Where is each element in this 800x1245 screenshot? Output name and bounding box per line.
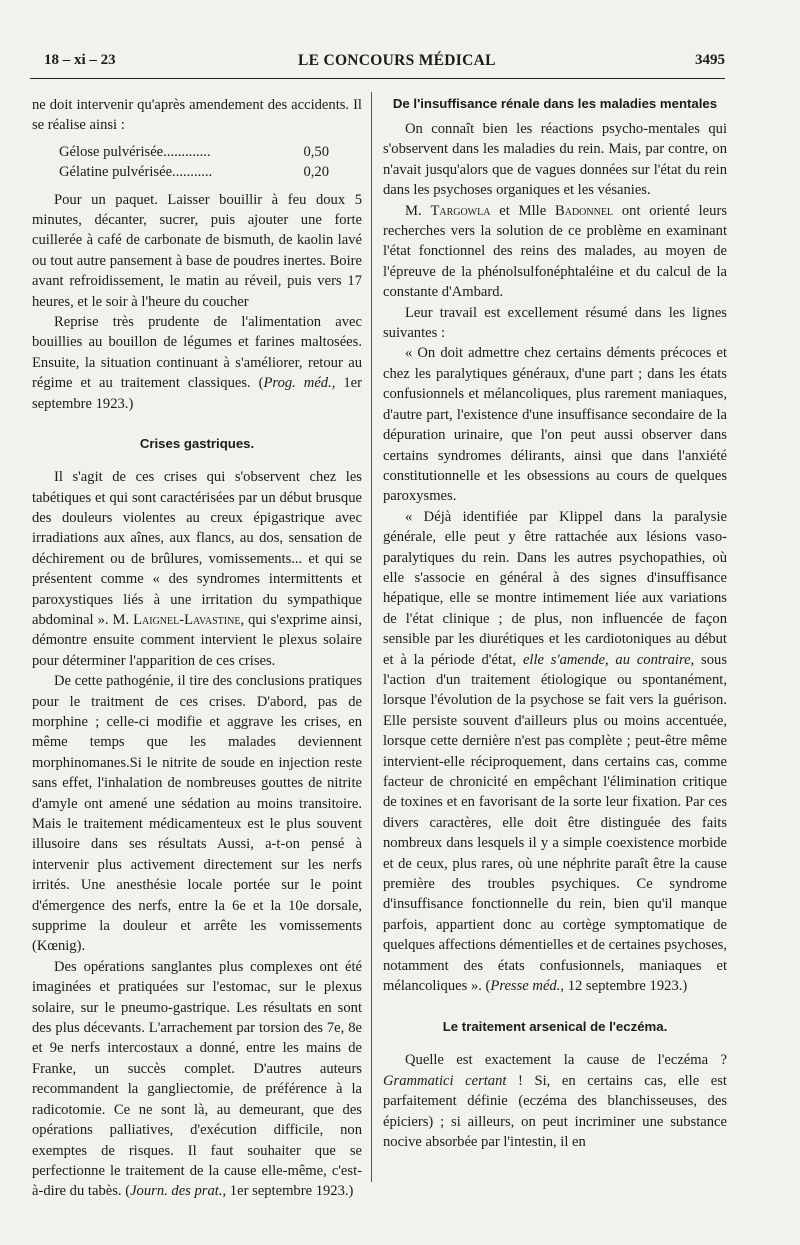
quote-paragraph: [383, 507, 727, 997]
quote-paragraph: « On doit admettre chez certains déments précoces et chez les paralytiques généraux, d'une part ; dans les états confusionnels et mélancoliques, plus rarement maniaques, d'autre part, l'existence d'une insuffisance secondaire de la dépuration urinaire, que l'on peut aussi observer dans certains syndromes délirants, ainsi que dans l'anxiété constitutionnelle et les obsessions au cours de quelques paroxysmes.: [383, 345, 727, 505]
journal-title: LE CONCOURS MÉDICAL: [298, 52, 496, 69]
section-heading: Crises gastriques.: [139, 436, 255, 452]
text-run: , 1er septembre 1923.): [32, 375, 363, 412]
running-header: [30, 52, 725, 79]
citation-source: Prog. méd.: [263, 375, 332, 392]
text-run: Il s'agit de ces crises qui s'observent chez les tabétiques et qui sont caractérisées par un début brusque des douleurs violentes au creux épigastrique avec irradiations aux aînes, aux flancs, au dos, sensation de déchirement ou de brûlures, vomissements... et qui se présentent comme « des syndromes intermittents et paroxystiques liés à une irritation du sympathique abdominal ». M.: [32, 469, 362, 628]
text-run: Des opérations sanglantes plus complexes ont été imaginées et pratiquées sur l'estomac, sur le plexus solaire, sur le pneumo-gastrique. Les résultats en sont des plus décevants. L'arrachement par torsion des 7e, 8e et 9e nerfs intercostaux a donné, entre les mains de Franke, un succès complet. D'autres auteurs recommandent la gangliectomie, de préférence à la radicotomie. Ce ne sont là, au demeurant, que des opérations palliatives, d'exécution difficile, non exemptes de risques. Il faut souhaiter que se perfectionne le traitement de la cause elle-même, c'est-à-dire du tabès. (: [32, 958, 362, 1200]
emphasis: elle s'amende, au contraire: [522, 651, 691, 668]
recipe-ingredient: Gélatine pulvérisée...........: [59, 164, 213, 181]
text-run: , qui s'exprime ainsi, démontre ensuite comment intervient le plexus solaire pour déterminer l'apparition de ces crises.: [32, 611, 362, 669]
paragraph: On connaît bien les réactions psycho-mentales qui s'observent dans les maladies du rein. Mais, par contre, on n'avait jusqu'alors que de vagues données sur l'état du rein dans les psychoses organiques et les vésanies.: [383, 121, 727, 199]
author-name: Laignel-Lavastine: [133, 611, 241, 628]
recipe-ingredient: Gélose pulvérisée.............: [59, 143, 211, 160]
text-run: , 1er septembre 1923.): [222, 1183, 354, 1200]
page-number: 3495: [695, 52, 725, 68]
paragraph: Leur travail est excellement résumé dans les lignes suivantes :: [383, 304, 727, 342]
text-run: « Déjà identifiée par Klippel dans la paralysie générale, elle peut y être rattachée aux lésions vaso-paralytiques du rein. Dans les autres psychopathies, où elle s'associe en général à des signes d'insuffisance hépatique, elle se montre intimement liée aux variations de l'état clinique ; de plus, non influencée de façon sensible par les diurétiques et les cardiotoniques au début et à la période d'état,: [383, 508, 727, 668]
text-run: , sous l'action d'un traitement étiologique ou spontanément, lorsque l'évolution de la psychose se fait vers la guérison. Elle persiste souvent d'ailleurs plus ou moins accentuée, lorsque cette dernière n'est pas complète ; peut-être même intervient-elle réciproquement, dans certains cas, comme facteur de chronicité en empêchant l'élimination critique de toxines et en favorisant de la sorte leur fixation. Par ces divers caractères, elle doit être distinguée des faits nombreux dans lesquels il y a simple coexistence morbide et de ceux, plus rares, où une néphrite paraît être la cause première des troubles psychiques. Ce syndrome d'insuffisance fonctionnelle du rein, bien qu'il manque parfois, appartient donc au cortège symptomatique de quelques affections démentielles et de certaines psychoses, notamment des états confusionnels, maniaques et mélancoliques ». (: [383, 651, 727, 995]
text-run: et Mlle: [490, 202, 555, 219]
section-heading: De l'insuffisance rénale dans les maladies mentales: [392, 96, 718, 111]
paragraph: [383, 201, 727, 303]
author-name: Badonnel: [554, 202, 614, 219]
recipe-item: [59, 162, 329, 182]
text-run: , 12 septembre 1923.): [560, 978, 688, 995]
section-heading: Le traitement arsenical de l'eczéma.: [442, 1019, 668, 1035]
recipe-item: [59, 142, 329, 162]
paragraph: [32, 312, 362, 414]
text-run: Reprise très prudente de l'alimentation avec bouillies au bouillon de légumes et farines maltosées. Ensuite, la situation continuant à s'améliorer, retour au régime et au traitement classiques. (: [32, 314, 362, 392]
text-run: ont orienté leurs recherches vers la solution de ce problème en examinant l'état fonctionnel des reins des malades, au moyen de l'épreuve de la phénolsulfonéphtaléine et du calcul de la constante d'Ambard.: [383, 202, 727, 301]
recipe-list: [59, 142, 329, 183]
text-run: Quelle est exactement la cause de l'eczéma ?: [405, 1052, 727, 1069]
paragraph: Pour un paquet. Laisser bouillir à feu doux 5 minutes, décanter, sucrer, puis ajouter une forte cuillerée à café de carbonate de bismuth, de kaolin lavé ou tout autre pansement à base de poudres inertes. Boire avant refroidissement, le matin au réveil, puis vers 17 heures, et le soir à l'heure du coucher: [32, 191, 362, 310]
paragraph: De cette pathogénie, il tire des conclusions pratiques pour le traitment de ces crises. D'abord, pas de morphine ; celle-ci modifie et aggrave les crises, en même temps que les malades deviennent morphinomanes.Si le nitrite de soude en injection reste sans effet, l'inhalation de nombreuses gouttes de nitrite d'amyle ont amené une sédation au moins transitoire. Mais le traitement médicamenteux est le plus souvent illusoire dans ses résultats Aussi, a-t-on pensé à intervenir plus activement directement sur les nerfs irrités. Une anesthésie locale portée sur le point d'émergence des nerfs, entre la 6e et la 10e dorsale, supprime la douleur et arrête les vomissements (Kœnig).: [32, 673, 362, 955]
column-divider: [371, 92, 372, 1182]
citation-source: Presse méd.: [490, 978, 561, 995]
paragraph: [383, 1050, 727, 1152]
paragraph: ne doit intervenir qu'après amendement des accidents. Il se réalise ainsi :: [32, 97, 362, 134]
text-run: ! Si, en certains cas, elle est parfaitement définie (eczéma des blanchisseuses, des épiciers) ; si ailleurs, on peut incriminer une substance nocive absorbée par l'intestin, il en: [383, 1072, 727, 1151]
issue-date: 18 – xi – 23: [44, 52, 116, 68]
text-run: M.: [405, 202, 431, 219]
paragraph: [32, 957, 362, 1202]
citation-source: Journ. des prat.: [130, 1183, 223, 1200]
author-name: Targowla: [430, 202, 491, 219]
recipe-quantity: 0,50: [303, 143, 329, 160]
right-column: [383, 95, 727, 1153]
latin-phrase: Grammatici certant: [383, 1072, 507, 1089]
paragraph: [32, 467, 362, 671]
left-column: [32, 95, 362, 1202]
recipe-quantity: 0,20: [303, 164, 329, 181]
